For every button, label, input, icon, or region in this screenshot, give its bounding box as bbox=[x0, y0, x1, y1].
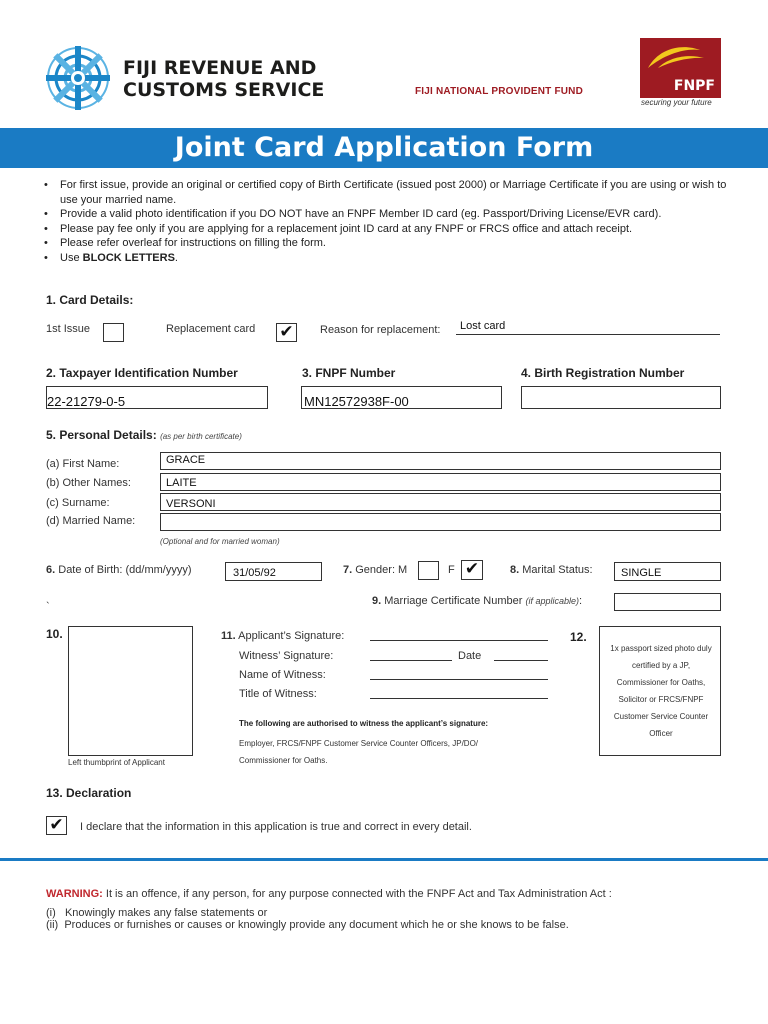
fnpf-name bbox=[415, 86, 620, 97]
other-names-value: LAITE bbox=[166, 477, 197, 489]
married-name-label: (d) Married Name: bbox=[46, 515, 136, 527]
warning-text: It is an offence, if any person, for any purpose connected with the FNPF Act and Tax Administration Act : bbox=[105, 888, 612, 900]
applicant-signature-label bbox=[221, 630, 344, 642]
first-issue-checkbox[interactable] bbox=[103, 323, 124, 342]
instruction-item: • Provide a valid photo identification if you DO NOT have an FNPF Member ID card (eg. Passport/Driving License/EVR card). bbox=[44, 207, 734, 222]
fnpf-logo-text: FNPF bbox=[673, 78, 715, 94]
declaration-text: I declare that the information in this application is true and correct in every detail. bbox=[80, 821, 472, 833]
marital-num: 8. bbox=[510, 564, 520, 576]
reason-value: Lost card bbox=[460, 320, 506, 332]
surname-label: (c) Surname: bbox=[46, 497, 110, 509]
fnpf-leaf-icon bbox=[640, 38, 721, 76]
witness-name-line[interactable] bbox=[370, 667, 548, 680]
birth-reg-value bbox=[522, 386, 525, 400]
gender-num: 7. bbox=[343, 564, 353, 576]
marital-label bbox=[510, 564, 593, 576]
photo-text: 1x passport sized photo duly certified by a JP, Commissioner for Oaths, Solicitor or FRCS/FNPF Customer Service Counter Officer bbox=[610, 644, 712, 738]
thumbprint-caption: Left thumbprint of Applicant bbox=[68, 758, 165, 767]
date-line[interactable] bbox=[494, 648, 548, 661]
applicant-signature-line[interactable] bbox=[370, 628, 548, 641]
warning-line bbox=[46, 888, 612, 900]
marital-field[interactable] bbox=[614, 562, 721, 581]
personal-note: (as per birth certificate) bbox=[160, 432, 242, 441]
first-issue-label: 1st Issue bbox=[46, 323, 91, 335]
tin-field[interactable] bbox=[46, 386, 268, 409]
fnpf-number-value: MN12572938F-00 bbox=[304, 394, 409, 409]
first-name-value: GRACE bbox=[166, 454, 206, 466]
card-details-heading: 1. Card Details: bbox=[46, 293, 134, 307]
declaration-checkbox[interactable]: ✔ bbox=[46, 816, 67, 835]
instruction-block-letters: BLOCK LETTERS bbox=[82, 251, 175, 264]
replacement-label: Replacement card bbox=[166, 323, 256, 335]
birth-reg-heading: 4. Birth Registration Number bbox=[521, 366, 685, 380]
reason-label: Reason for replacement: bbox=[320, 324, 441, 336]
frcs-name-line1: FIJI REVENUE AND bbox=[123, 57, 317, 79]
instruction-prefix: Use bbox=[60, 251, 83, 264]
fnpf-number-heading: 3. FNPF Number bbox=[302, 366, 396, 380]
first-name-field[interactable] bbox=[160, 452, 721, 470]
married-name-value bbox=[161, 513, 164, 527]
witness-title-line[interactable] bbox=[370, 686, 548, 699]
instruction-suffix: . bbox=[174, 251, 178, 264]
marriage-cert-label bbox=[372, 595, 582, 607]
thumbprint-num: 10. bbox=[46, 627, 63, 641]
frcs-name-line2: CUSTOMS SERVICE bbox=[123, 79, 325, 101]
fnpf-number-field[interactable] bbox=[301, 386, 502, 409]
marital-value: SINGLE bbox=[621, 567, 662, 579]
witness-title-label: Title of Witness: bbox=[239, 688, 317, 700]
marriage-cert-colon: : bbox=[579, 595, 583, 607]
gender-female-label: F bbox=[448, 564, 455, 576]
warning-item-1: (i) Knowingly makes any false statements or bbox=[46, 907, 268, 919]
frcs-name bbox=[123, 57, 324, 101]
stray-mark: ` bbox=[46, 601, 50, 613]
dob-value: 31/05/92 bbox=[233, 567, 276, 579]
marriage-cert-label-text: Marriage Certificate Number bbox=[384, 595, 523, 607]
footer-divider bbox=[0, 858, 768, 861]
title-banner bbox=[0, 128, 768, 168]
other-names-label: (b) Other Names: bbox=[46, 477, 131, 489]
marital-label-text: Marital Status: bbox=[522, 564, 593, 576]
tin-heading: 2. Taxpayer Identification Number bbox=[46, 366, 238, 380]
marriage-cert-value bbox=[615, 593, 618, 607]
warning-label: WARNING: bbox=[46, 888, 103, 900]
authorised-heading: The following are authorised to witness the applicant’s signature: bbox=[239, 719, 489, 728]
instruction-item bbox=[44, 251, 734, 266]
declaration-heading: 13. Declaration bbox=[46, 786, 132, 800]
reason-field[interactable] bbox=[456, 320, 720, 335]
gender-label-text: Gender: M bbox=[355, 564, 408, 576]
birth-reg-field[interactable] bbox=[521, 386, 721, 409]
page-title: Joint Card Application Form bbox=[174, 132, 594, 163]
instructions-list bbox=[44, 178, 734, 266]
other-names-field[interactable] bbox=[160, 473, 721, 491]
witness-signature-line[interactable] bbox=[370, 648, 452, 661]
married-note: (Optional and for married woman) bbox=[160, 537, 280, 546]
authorised-text: Employer, FRCS/FNPF Customer Service Counter Officers, JP/DO/ Commissioner for Oaths. bbox=[239, 739, 479, 765]
signatures-num: 11. bbox=[221, 630, 236, 642]
applicant-signature-text: Applicant’s Signature: bbox=[238, 630, 345, 642]
frcs-logo-icon bbox=[44, 44, 112, 112]
gender-male-checkbox[interactable] bbox=[418, 561, 439, 580]
surname-field[interactable] bbox=[160, 493, 721, 511]
marriage-cert-field[interactable] bbox=[614, 593, 721, 611]
witness-signature-label: Witness’ Signature: bbox=[239, 650, 334, 662]
dob-label bbox=[46, 564, 192, 576]
witness-name-label: Name of Witness: bbox=[239, 669, 326, 681]
replacement-checkbox[interactable]: ✔ bbox=[276, 323, 297, 342]
date-label: Date bbox=[458, 650, 482, 662]
instruction-item: • Please refer overleaf for instructions on filling the form. bbox=[44, 236, 734, 251]
photo-num: 12. bbox=[570, 630, 587, 644]
thumbprint-box[interactable] bbox=[68, 626, 193, 756]
dob-label-text: Date of Birth: (dd/mm/yyyy) bbox=[58, 564, 192, 576]
warning-item-2: (ii) Produces or furnishes or causes or knowingly provide any document which he or she knows to be false. bbox=[46, 919, 569, 931]
tin-value: 22-21279-0-5 bbox=[47, 394, 126, 409]
married-name-field[interactable] bbox=[160, 513, 721, 531]
fnpf-logo bbox=[640, 38, 721, 98]
instruction-item: • For first issue, provide an original or certified copy of Birth Certificate (issued post 2000) or Marriage Certificate if you are using or wish to use your married name. bbox=[44, 178, 734, 207]
marriage-cert-num: 9. bbox=[372, 595, 382, 607]
personal-heading bbox=[46, 428, 242, 442]
first-name-label: (a) First Name: bbox=[46, 458, 120, 470]
gender-female-checkbox[interactable]: ✔ bbox=[461, 560, 483, 580]
fnpf-name-text: FIJI NATIONAL PROVIDENT FUND bbox=[415, 86, 584, 97]
gender-label bbox=[343, 564, 407, 576]
instruction-item: • Please pay fee only if you are applying for a replacement joint ID card at any FNPF or FRCS office and attach receipt. bbox=[44, 222, 734, 237]
personal-heading-text: 5. Personal Details: bbox=[46, 428, 157, 442]
surname-value: VERSONI bbox=[166, 498, 216, 510]
dob-field[interactable] bbox=[225, 562, 322, 581]
dob-num: 6. bbox=[46, 564, 56, 576]
photo-box[interactable] bbox=[599, 626, 721, 756]
fnpf-tagline: securing your future bbox=[641, 98, 712, 107]
marriage-cert-note: (if applicable) bbox=[525, 596, 579, 606]
